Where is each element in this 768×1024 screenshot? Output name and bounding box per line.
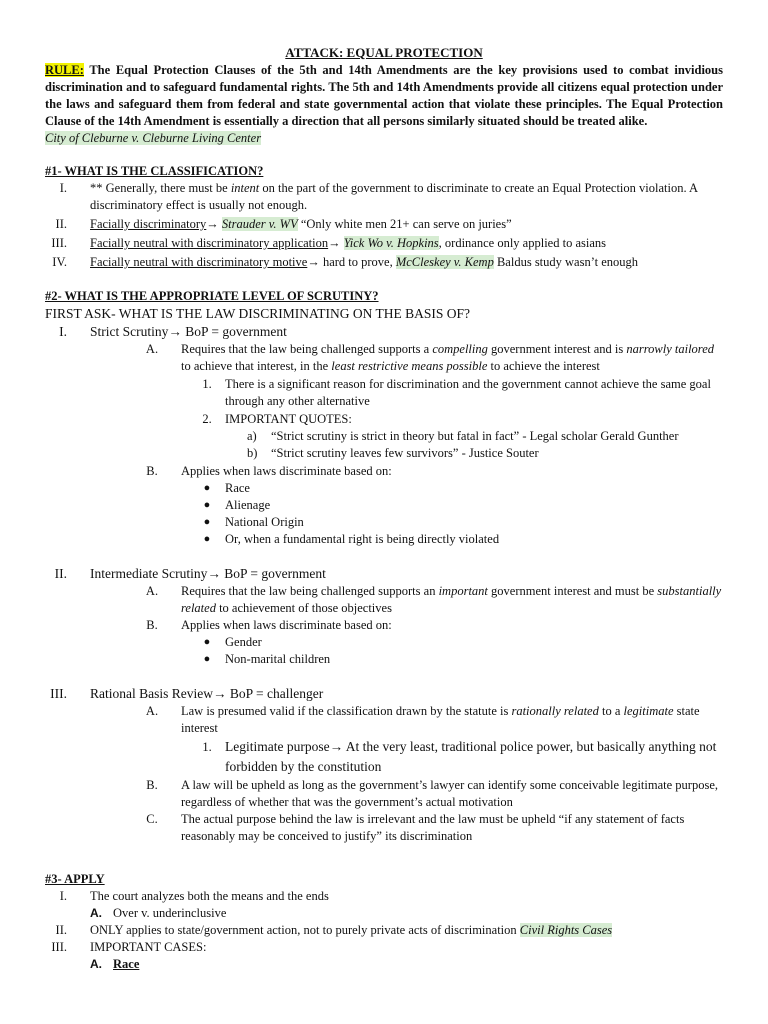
list-item: [45, 235, 723, 252]
list-item: [45, 341, 723, 375]
item-text: state interest: [181, 704, 700, 735]
list-item: [45, 254, 723, 271]
list-item: [45, 445, 723, 462]
bullet-text: Gender: [225, 635, 262, 649]
quote-text: “Strict scrutiny is strict in theory but fatal in fact” - Legal scholar Gerald Gunther: [271, 429, 679, 443]
rule-label: RULE:: [45, 63, 84, 77]
list-item: [45, 376, 723, 410]
list-number: II.: [55, 217, 67, 231]
item-text: Requires that the law being challenged supports a: [181, 342, 433, 356]
list-item: [45, 216, 723, 233]
item-underlined: Facially neutral with discriminatory motive: [90, 255, 308, 269]
scrutiny-label: Rational Basis Review→ BoP = challenger: [90, 686, 324, 701]
bullet-text: Or, when a fundamental right is being directly violated: [225, 532, 500, 546]
list-item: [45, 777, 723, 811]
item-arrow: →: [328, 236, 344, 250]
list-letter: A.: [145, 342, 159, 356]
section-3-heading: #3- APPLY: [45, 872, 105, 886]
list-letter: A.: [145, 584, 159, 598]
list-item: ● Gender: [203, 635, 262, 649]
bullet-text: Alienage: [225, 498, 271, 512]
list-letter: A.: [145, 704, 159, 718]
item-underlined: Facially discriminatory: [90, 217, 207, 231]
list-number: III.: [50, 686, 67, 701]
list-number: III.: [51, 236, 67, 250]
document-title: ATTACK: EQUAL PROTECTION: [285, 45, 483, 60]
list-letter: b): [247, 446, 258, 460]
list-item: ● National Origin: [203, 515, 304, 529]
bullet-text: National Origin: [225, 515, 304, 529]
item-emphasis: intent: [230, 181, 260, 195]
case-name: Strauder v. WV: [221, 217, 298, 231]
item-emphasis: compelling: [432, 342, 488, 356]
item-text: Over v. underinclusive: [113, 906, 227, 920]
item-text: government interest and must be: [487, 584, 658, 598]
list-item: ● Or, when a fundamental right is being directly violated: [203, 532, 500, 546]
item-text: to achieve the interest: [487, 359, 600, 373]
item-text: ** Generally, there must be: [90, 181, 231, 195]
list-number: II.: [54, 566, 67, 581]
item-text: Baldus study wasn’t enough: [493, 255, 639, 269]
item-text: There is a significant reason for discrimination and the government cannot achieve the same goal through any other alternative: [225, 377, 711, 408]
item-text: The court analyzes both the means and the ends: [90, 889, 329, 903]
item-underlined: Facially neutral with discriminatory application: [90, 236, 329, 250]
item-text: ONLY applies to state/government action, not to purely private acts of discrimination: [90, 923, 520, 937]
item-emphasis: important: [438, 584, 488, 598]
list-item: [45, 428, 723, 445]
case-name: Yick Wo v. Hopkins: [343, 236, 439, 250]
section-2-subheading: FIRST ASK- WHAT IS THE LAW DISCRIMINATING ON THE BASIS OF?: [45, 306, 470, 321]
list-letter: A.: [90, 906, 102, 920]
list-item: [45, 583, 723, 617]
item-text: to achievement of those objectives: [215, 601, 392, 615]
list-number: 2.: [202, 412, 212, 426]
list-item: [45, 956, 723, 973]
item-text: IMPORTANT CASES:: [90, 940, 207, 954]
item-text: Applies when laws discriminate based on:: [181, 618, 392, 632]
list-number: I.: [59, 324, 67, 339]
list-item: [45, 463, 723, 480]
list-letter: A.: [90, 957, 102, 971]
quote-text: “Strict scrutiny leaves few survivors” - Justice Souter: [271, 446, 539, 460]
list-item: [45, 180, 723, 214]
item-text: Requires that the law being challenged supports an: [181, 584, 439, 598]
section-1-heading: #1- WHAT IS THE CLASSIFICATION?: [45, 164, 264, 178]
list-item: [45, 617, 723, 634]
item-text: “Only white men 21+ can serve on juries”: [297, 217, 512, 231]
item-text: government interest and is: [487, 342, 627, 356]
list-item: [45, 905, 723, 922]
item-emphasis: rationally related: [511, 704, 599, 718]
list-item: [45, 411, 723, 428]
rule-paragraph: [45, 62, 723, 147]
list-number: II.: [55, 923, 67, 937]
item-emphasis: legitimate: [623, 704, 674, 718]
list-item: [45, 323, 723, 340]
item-text: Law is presumed valid if the classification drawn by the statute is: [181, 704, 512, 718]
item-text: to a: [598, 704, 624, 718]
scrutiny-label: Intermediate Scrutiny→ BoP = government: [90, 566, 326, 581]
rule-case: City of Cleburne v. Cleburne Living Center: [45, 131, 262, 145]
item-arrow: →: [206, 217, 222, 231]
rule-text: The Equal Protection Clauses of the 5th and 14th Amendments are the key provisions used to combat invidious discrimination and to safeguard fundamental rights. The 5th and 14th Amendments provide all citizens equal protection under the laws and safeguard them from federal and state governmental action that violate these principles. The Equal Protection Clause of the 14th Amendment is essentially a direction that all persons similarly situated should be treated alike.: [45, 63, 723, 128]
list-item: ● Alienage: [203, 498, 271, 512]
item-emphasis: narrowly tailored: [626, 342, 715, 356]
item-text: Legitimate purpose→ At the very least, traditional police power, but basically anything not forbidden by the constitution: [225, 739, 717, 774]
list-item: [45, 922, 723, 939]
bullet-text: Non-marital children: [225, 652, 331, 666]
list-item: [45, 811, 723, 845]
list-letter: C.: [146, 812, 158, 826]
case-name: Civil Rights Cases: [519, 923, 613, 937]
scrutiny-label: Strict Scrutiny→ BoP = government: [90, 324, 287, 339]
item-text: , ordinance only applied to asians: [438, 236, 606, 250]
list-letter: B.: [146, 778, 158, 792]
item-text: IMPORTANT QUOTES:: [225, 412, 352, 426]
list-number: IV.: [52, 255, 67, 269]
item-text: Race: [113, 957, 140, 971]
item-text: Applies when laws discriminate based on:: [181, 464, 392, 478]
list-item: [45, 737, 723, 777]
list-item: [45, 685, 723, 702]
item-text: on the part of the government to discriminate to create an Equal Protection violation. A discriminatory effect is usually not enough.: [90, 181, 698, 212]
list-item: [45, 703, 723, 737]
list-number: 1.: [202, 740, 212, 754]
list-item: [45, 939, 723, 956]
list-number: III.: [51, 940, 67, 954]
document-page: [45, 44, 723, 973]
list-item: ● Race: [203, 481, 250, 495]
item-text: to achieve that interest, in the: [181, 359, 332, 373]
case-name: McCleskey v. Kemp: [395, 255, 494, 269]
section-2-heading: #2- WHAT IS THE APPROPRIATE LEVEL OF SCRUTINY?: [45, 289, 379, 303]
list-item: ● Non-marital children: [203, 652, 331, 666]
item-emphasis: least restrictive means possible: [331, 359, 488, 373]
list-item: [45, 565, 723, 582]
list-number: 1.: [202, 377, 212, 391]
list-letter: a): [247, 429, 257, 443]
list-number: I.: [59, 181, 67, 195]
bullet-text: Race: [225, 481, 250, 495]
list-item: [45, 888, 723, 905]
list-letter: B.: [146, 464, 158, 478]
item-text: A law will be upheld as long as the government’s lawyer can identify some conceivable legitimate purpose, regardless of whether that was the government’s actual motivation: [181, 778, 718, 809]
item-text: The actual purpose behind the law is irrelevant and the law must be upheld “if any statement of facts reasonably may be conceived to justify” its discrimination: [181, 812, 685, 843]
item-arrow: → hard to prove,: [307, 255, 396, 269]
list-letter: B.: [146, 618, 158, 632]
item-emphasis: substantially related: [181, 584, 722, 615]
list-number: I.: [59, 889, 67, 903]
